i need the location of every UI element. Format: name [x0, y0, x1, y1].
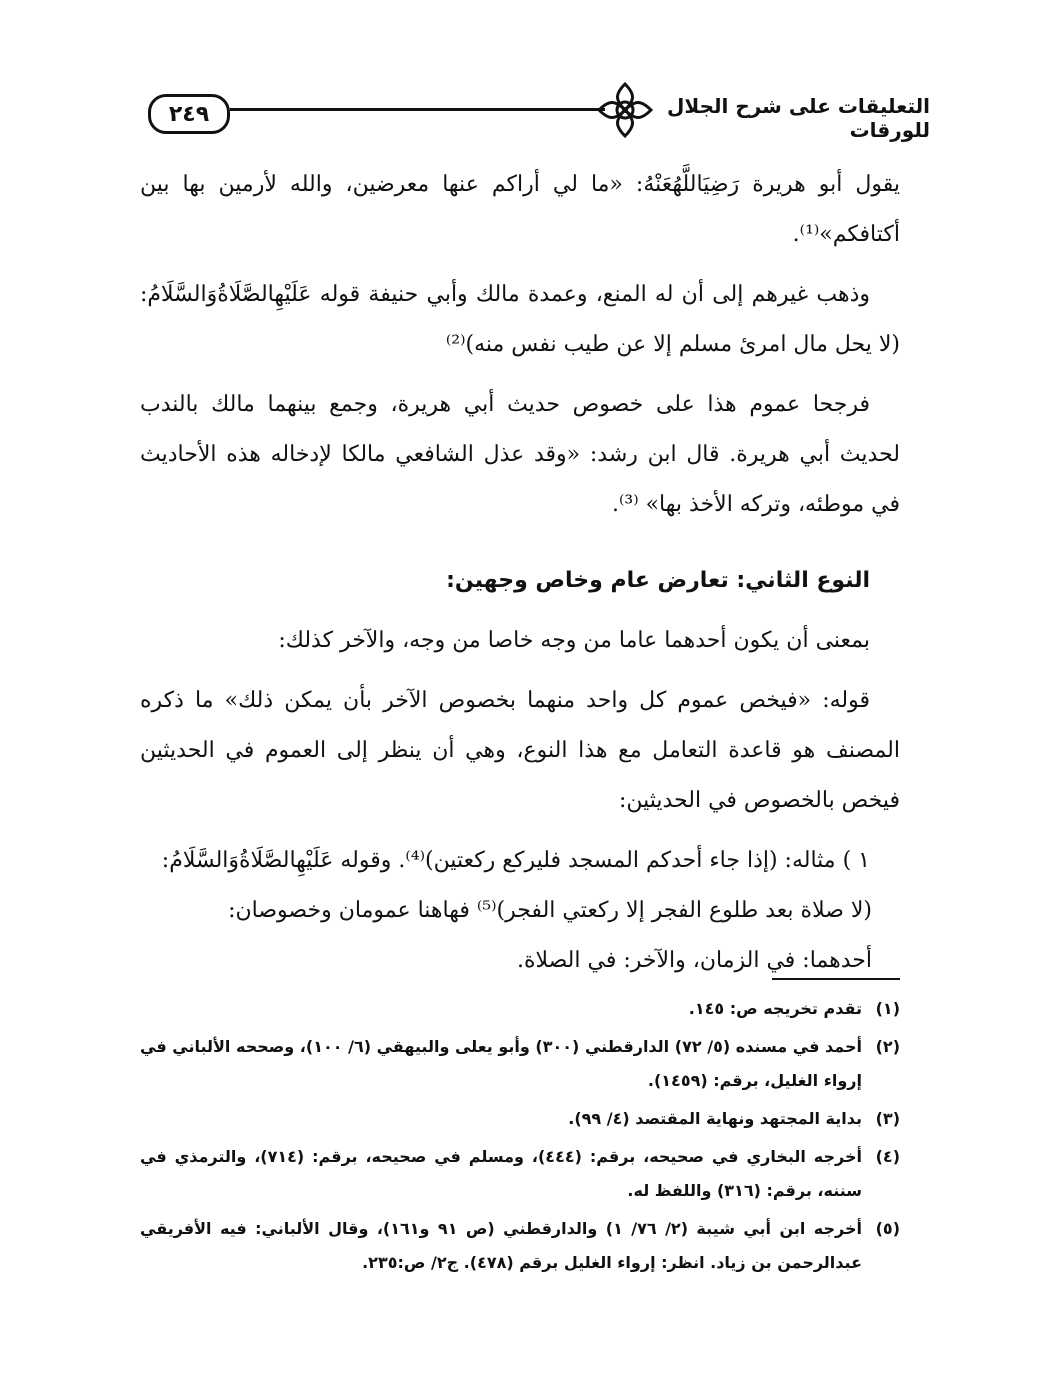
header-rule — [230, 108, 605, 111]
example-line-2: (لا صلاة بعد طلوع الفجر إلا ركعتي الفجر)⁽⁵⁾ فهاهنا عمومان وخصوصان: — [228, 898, 872, 923]
paragraph-1: يقول أبو هريرة رَضِيَاللَّهُعَنْهُ: «ما لي أراكم عنها معرضين، والله لأرمين بها بين أكتافكم»⁽¹⁾. — [140, 172, 900, 247]
page-number: ٢٤٩ — [148, 94, 230, 134]
footnote-text: بداية المجتهد ونهاية المقتصد (٤/ ٩٩). — [568, 1109, 862, 1128]
footnote-number: (٣) — [875, 1109, 900, 1128]
page-header — [140, 72, 930, 142]
footnote-number: (٥) — [875, 1219, 900, 1238]
footnote — [140, 1102, 900, 1136]
paragraph-4: بمعنى أن يكون أحدهما عاما من وجه خاصا من وجه، والآخر كذلك: — [278, 628, 870, 653]
main-text — [140, 160, 900, 996]
running-title: التعليقات على شرح الجلال للورقات — [667, 94, 930, 142]
footnote-text: أحمد في مسنده (٥/ ٧٢) الدارقطني (٣٠٠) وأبو يعلى والبيهقي (٦/ ١٠٠)، وصححه الألباني في إرواء الغليل، برقم: (١٤٥٩). — [140, 1037, 863, 1090]
footnote-text: أخرجه ابن أبي شيبة (٢/ ٧٦/ ١) والدارقطني (ص ٩١ و١٦١)، وقال الألباني: فيه الأفريقي عبدالرحمن بن زياد. انظر: إرواء الغليل برقم (٤٧٨). ج٢/ ص:٢٣٥. — [140, 1219, 863, 1272]
paragraph-2: وذهب غيرهم إلى أن له المنع، وعمدة مالك وأبي حنيفة قوله عَلَيْهِالصَّلَاةُوَالسَّلَامُ: (لا يحل مال امرئ مسلم إلا عن طيب نفس منه)⁽²⁾ — [140, 282, 900, 357]
footnote — [140, 1212, 900, 1280]
example-line-3: أحدهما: في الزمان، والآخر: في الصلاة. — [516, 948, 872, 973]
footnotes — [140, 992, 900, 1284]
paragraph-5: قوله: «فيخص عموم كل واحد منهما بخصوص الآخر بأن يمكن ذلك» ما ذكره المصنف هو قاعدة التعامل مع هذا النوع، وهي أن ينظر إلى العموم في الحديثين فيخص بالخصوص في الحديثين: — [140, 688, 900, 813]
example-line-1: ١ ) مثاله: (إذا جاء أحدكم المسجد فليركع ركعتين)⁽⁴⁾. وقوله عَلَيْهِالصَّلَاةُوَالسَّلَامُ: — [161, 848, 870, 873]
footnote-number: (٢) — [875, 1037, 900, 1056]
footnote-number: (١) — [875, 999, 900, 1018]
paragraph-3: فرجحا عموم هذا على خصوص حديث أبي هريرة، وجمع بينهما مالك بالندب لحديث أبي هريرة. قال ابن رشد: «وقد عذل الشافعي مالكا لإدخاله هذه الأحاديث في موطئه، وتركه الأخذ بها» ⁽³⁾. — [140, 392, 900, 517]
footnote — [140, 1140, 900, 1208]
footnote — [140, 992, 900, 1026]
footnote — [140, 1030, 900, 1098]
footnote-text: تقدم تخريجه ص: ١٤٥. — [688, 999, 862, 1018]
footnote-number: (٤) — [875, 1147, 900, 1166]
footnote-separator — [772, 978, 900, 980]
footnote-text: أخرجه البخاري في صحيحه، برقم: (٤٤٤)، ومسلم في صحيحه، برقم: (٧١٤)، والترمذي في سننه، برقم: (٣١٦) واللفظ له. — [140, 1147, 862, 1200]
section-heading: النوع الثاني: تعارض عام وخاص وجهين: — [446, 568, 870, 593]
